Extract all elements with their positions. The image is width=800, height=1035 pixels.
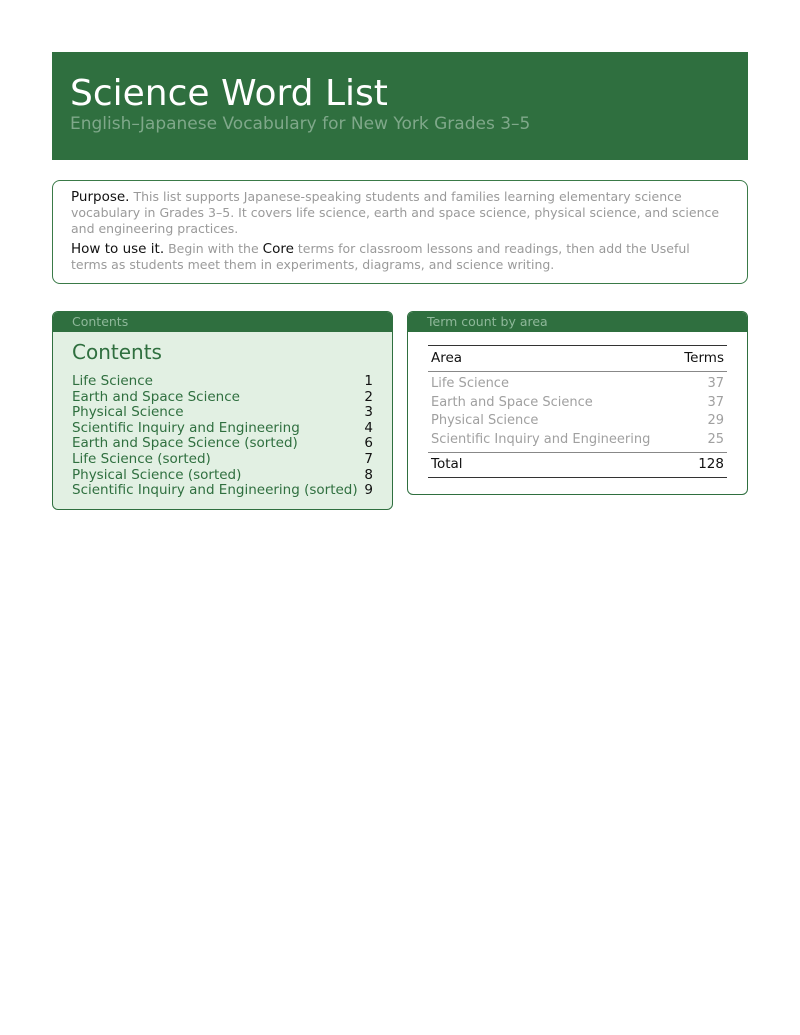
toc-item-scientific-inquiry[interactable] (72, 421, 373, 437)
purpose-lead: Purpose. (71, 189, 130, 205)
toc-item-label: Physical Science (72, 404, 184, 421)
toc-item-page: 6 (364, 435, 373, 452)
table-row (428, 412, 727, 431)
toc-item-label: Scientific Inquiry and Engineering (sorted) (72, 482, 358, 499)
toc-item-scientific-inquiry-sorted[interactable] (72, 483, 373, 499)
table-row (428, 394, 727, 413)
row-terms: 25 (707, 431, 724, 447)
purpose-box (52, 180, 748, 284)
toc-item-page: 1 (364, 373, 373, 389)
toc-item-label: Life Science (72, 373, 153, 389)
core-term: Core (262, 241, 294, 257)
toc-item-page: 4 (364, 419, 373, 436)
how-to-use-paragraph (71, 241, 729, 273)
purpose-paragraph (71, 189, 729, 237)
row-terms: 29 (707, 413, 724, 428)
row-area: Life Science (431, 376, 509, 391)
table-header-row (428, 346, 727, 372)
table-row (428, 375, 727, 394)
purpose-text: This list supports Japanese-speaking students and families learning elementary science vocabulary in Grades 3–5. It covers life science, earth and space science, physical science, and science and engineering practices. (71, 189, 720, 236)
total-label: Total (431, 456, 463, 472)
toc-item-page: 3 (364, 404, 373, 421)
toc-item-label: Earth and Space Science (sorted) (72, 435, 298, 452)
column-header-terms: Terms (684, 350, 724, 366)
term-count-table (428, 345, 727, 478)
toc-item-life-science-sorted[interactable] (72, 452, 373, 468)
page-title: Science Word List (70, 73, 388, 114)
term-count-panel (407, 311, 748, 495)
row-terms: 37 (707, 376, 724, 391)
contents-panel (52, 311, 393, 510)
page-subtitle: English–Japanese Vocabulary for New York Grades 3–5 (70, 114, 531, 134)
toc-item-life-science[interactable] (72, 374, 373, 390)
row-area: Earth and Space Science (431, 394, 593, 410)
row-area: Physical Science (431, 413, 539, 428)
term-count-panel-label: Term count by area (408, 312, 747, 332)
column-header-area: Area (431, 350, 463, 366)
toc-item-physical-science-sorted[interactable] (72, 468, 373, 484)
contents-panel-label: Contents (53, 312, 392, 332)
table-row (428, 431, 727, 450)
toc-item-page: 2 (364, 388, 373, 405)
toc-item-physical-science[interactable] (72, 405, 373, 421)
toc-item-page: 7 (364, 450, 373, 467)
total-value: 128 (698, 456, 724, 472)
row-area: Scientific Inquiry and Engineering (431, 431, 651, 447)
table-total-row (428, 452, 727, 478)
toc-list (53, 374, 392, 499)
toc-item-page: 9 (364, 482, 373, 499)
how-to-use-text-a: Begin with the (168, 241, 259, 256)
row-terms: 37 (707, 394, 724, 410)
toc-item-label: Scientific Inquiry and Engineering (72, 419, 300, 436)
how-to-use-lead: How to use it. (71, 241, 165, 257)
how-to-use-text-b: terms for classroom lessons and readings, then add the Useful terms as students meet them in experiments, diagrams, and science writing. (71, 241, 690, 272)
toc-item-label: Earth and Space Science (72, 388, 240, 405)
contents-heading: Contents (72, 340, 162, 364)
toc-item-label: Physical Science (sorted) (72, 466, 242, 483)
table-body (428, 372, 727, 449)
toc-item-earth-space-sorted[interactable] (72, 436, 373, 452)
toc-item-page: 8 (364, 466, 373, 483)
title-banner (52, 52, 748, 160)
toc-item-label: Life Science (sorted) (72, 450, 211, 467)
toc-item-earth-space-science[interactable] (72, 390, 373, 406)
